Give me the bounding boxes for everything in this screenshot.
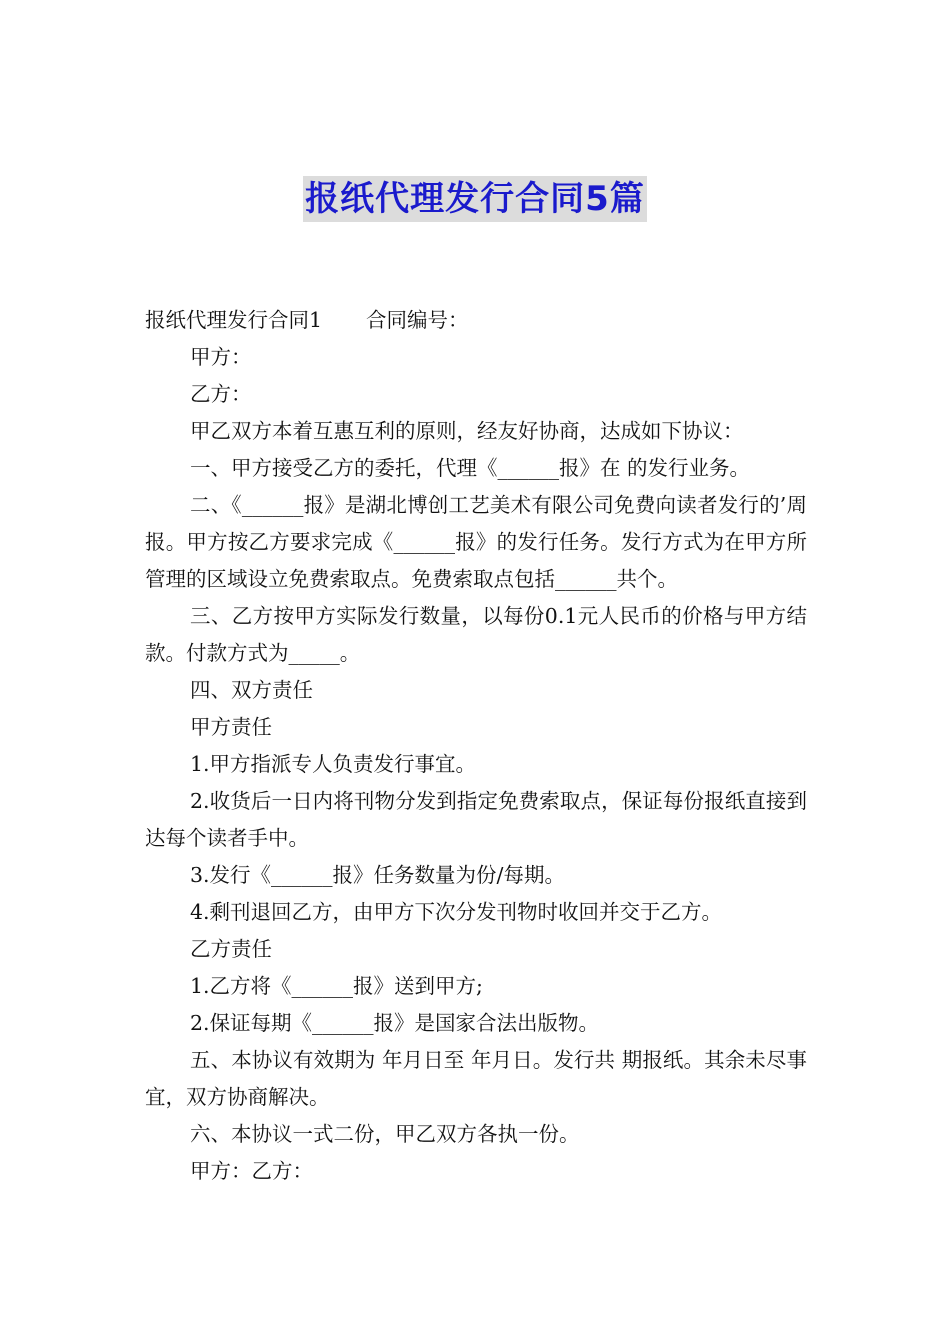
party-a-duty-3: 3.发行《______报》任务数量为份/每期。 [190,863,565,887]
party-b-duty-2: 2.保证每期《______报》是国家合法出版物。 [190,1011,600,1035]
clause-5-paragraph: 五、本协议有效期为 年月日至 年月日。发行共 期报纸。其余未尽事宜，双方协商解决。 [145,1048,807,1109]
party-b-duties-heading: 乙方责任 [190,937,272,961]
clause-6-paragraph: 六、本协议一式二份，甲乙双方各执一份。 [190,1122,580,1146]
clause-3-paragraph: 三、乙方按甲方实际发行数量，以每份0.1元人民币的价格与甲方结款。付款方式为_____。 [145,604,807,665]
section-heading: 报纸代理发行合同1 [145,308,323,332]
party-a-line: 甲方： [190,345,252,369]
clause-2-paragraph: 二、《______报》是湖北博创工艺美术有限公司免费向读者发行的’周报。甲方按乙方要求完成《______报》的发行任务。发行方式为在甲方所管理的区域设立免费索取点。免费索取点包括______共个。 [145,493,807,591]
party-a-duties-heading: 甲方责任 [190,715,272,739]
section-heading-line [145,302,807,339]
clause-4-heading: 四、双方责任 [190,678,313,702]
contract-number-label: 合同编号： [366,308,469,332]
party-b-duty-1: 1.乙方将《______报》送到甲方; [190,974,483,998]
party-a-duty-4: 4.剩刊退回乙方，由甲方下次分发刊物时收回并交于乙方。 [190,900,723,924]
clause-1-paragraph: 一、甲方接受乙方的委托，代理《______报》在 的发行业务。 [190,456,751,480]
document-body [145,302,807,1190]
preamble-paragraph: 甲乙双方本着互惠互利的原则，经友好协商，达成如下协议： [190,419,744,443]
signature-line: 甲方：乙方： [190,1159,313,1183]
document-title: 报纸代理发行合同5篇 [303,176,647,222]
party-b-line: 乙方： [190,382,252,406]
party-a-duty-1: 1.甲方指派专人负责发行事宜。 [190,752,477,776]
title-container [0,176,950,222]
party-a-duty-2: 2.收货后一日内将刊物分发到指定免费索取点，保证每份报纸直接到达每个读者手中。 [145,789,807,850]
